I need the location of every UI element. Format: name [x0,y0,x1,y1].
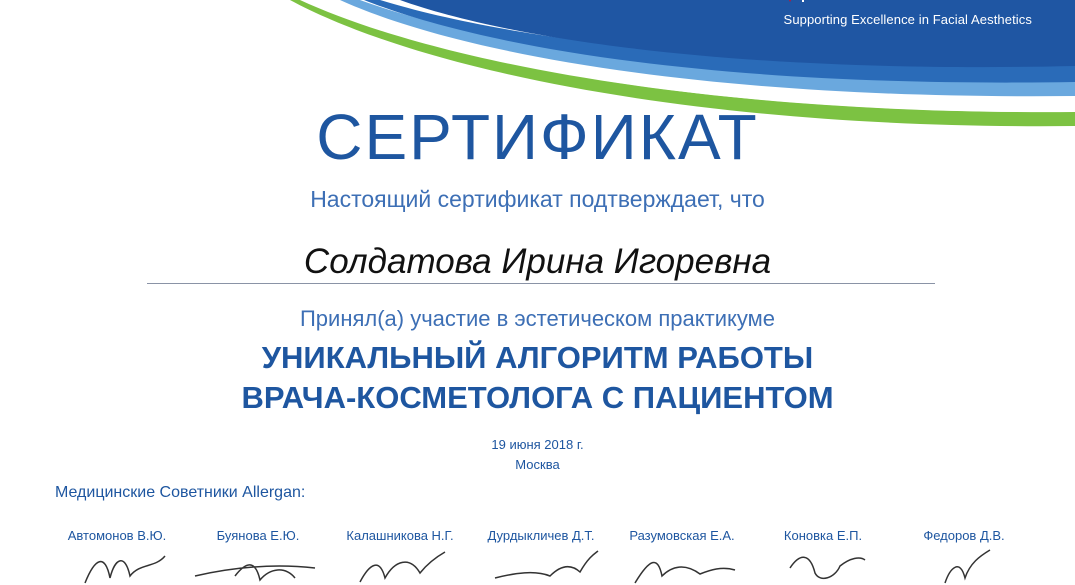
recipient-underline [147,283,935,284]
signature-icon [490,548,600,585]
event-city: Москва [515,457,560,472]
recipient-name: Солдатова Ирина Игоревна [303,242,772,281]
advisor-name: Разумовская Е.А. [629,528,735,543]
event-date: 19 июня 2018 г. [491,437,584,452]
signature-icon [80,548,170,585]
signature-icon [350,548,450,585]
advisor-name: Буянова Е.Ю. [216,528,300,543]
advisors-label: Медицинские Советники Allergan: [55,484,306,501]
signature-icon [190,548,320,585]
course-title-line-2: ВРАЧА-КОСМЕТОЛОГА С ПАЦИЕНТОМ [241,380,834,415]
signature-icon [935,548,995,585]
participation-text: Принял(а) участие в эстетическом практикуме [299,306,776,331]
advisor-name: Дурдыкличев Д.Т. [487,528,595,543]
allergan-logo-mark-icon [772,0,812,10]
advisor-name: Федоров Д.В. [923,528,1005,543]
certificate-title: СЕРТИФИКАТ [316,101,759,173]
certificate-subtitle: Настоящий сертификат подтверждает, что [310,186,765,212]
advisor-name: Коновка Е.П. [783,528,863,543]
signature-icon [630,548,740,585]
signature-icon [780,548,870,585]
header-tagline: Supporting Excellence in Facial Aesthetics [783,12,1032,27]
advisor-name: Автомонов В.Ю. [67,528,167,543]
advisor-name: Калашникова Н.Г. [346,528,454,543]
course-title-line-1: УНИКАЛЬНЫЙ АЛГОРИТМ РАБОТЫ [261,340,814,375]
